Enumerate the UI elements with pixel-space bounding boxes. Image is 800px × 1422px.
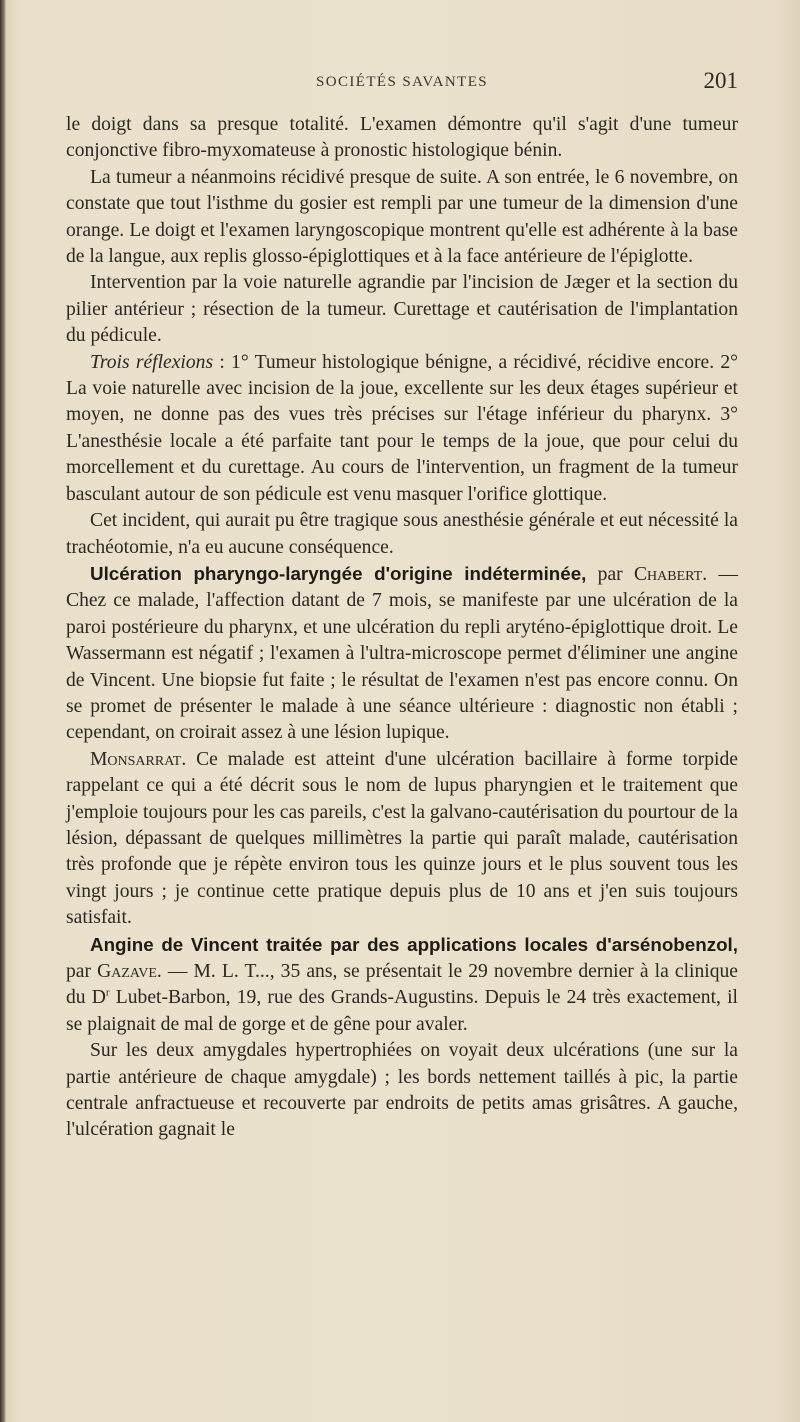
- by-text: par: [66, 961, 98, 982]
- doctor-superscript: r: [105, 986, 110, 999]
- running-head: SOCIÉTÉS SAVANTES: [315, 74, 489, 90]
- by-text: par: [586, 563, 634, 585]
- paragraph-1: le doigt dans sa presque totalité. L'examen démontre qu'il s'agit d'une tumeur conjonctive fibro-myxomateuse à pronostic histologique bénin.: [66, 114, 738, 162]
- paragraph-8: [66, 932, 738, 1039]
- paragraph-6: [66, 561, 738, 747]
- author-chabert: Chabert: [633, 563, 703, 585]
- paragraph-9: Sur les deux amygdales hypertrophiées on voyait deux ulcérations (une sur la partie antérieure de chaque amygdale) ; les bords nettement taillés à pic, la partie centrale anfractueuse et recouverte par endroits de petits amas grisâtres. A gauche, l'ulcération gagnait le: [66, 1040, 738, 1141]
- section-heading-ulceration: Ulcération pharyngo-laryngée d'origine indéterminée,: [90, 562, 587, 584]
- reflexions-label: Trois réflexions: [90, 351, 214, 373]
- page-binding-shadow: [0, 0, 6, 1422]
- paragraph-5: Cet incident, qui aurait pu être tragique sous anesthésie générale et eut nécessité la trachéotomie, n'a eu aucune conséquence.: [66, 510, 738, 558]
- paragraph-3: Intervention par la voie naturelle agrandie par l'incision de Jæger et la section du pilier antérieur ; résection de la tumeur. Curettage et cautérisation de l'implantation du pédicule.: [66, 272, 738, 347]
- body-text: [66, 112, 738, 1144]
- angine-text-b: Lubet-Barbon, 19, rue des Grands-Augustins. Depuis le 24 très exactement, il se plaignait de mal de gorge et de gêne pour avaler.: [66, 987, 738, 1035]
- page-number: 201: [703, 68, 738, 93]
- author-gazave: Gazave: [97, 961, 157, 982]
- page-header: [66, 68, 738, 98]
- ulceration-text: . — Chez ce malade, l'affection datant de 7 mois, se manifeste par une ulcération de la paroi postérieure du pharynx, et une ulcération du repli aryténo-épiglottique droit. Le Wassermann est négatif ; l'examen à l'ultra-microscope permet d'éliminer une angine de Vincent. Une biopsie fut faite ; le résultat de l'examen n'est pas encore connu. On se promet de présenter le malade à une séance ultérieure : diagnostic non établi ; cependant, on croirait assez à une lésion lupique.: [66, 563, 738, 744]
- paragraph-7: [66, 747, 738, 932]
- section-heading-angine: Angine de Vincent traitée par des applications locales d'arsénobenzol,: [90, 933, 738, 955]
- author-monsarrat: Monsarrat: [90, 748, 182, 770]
- paragraph-4: [66, 350, 738, 508]
- reflexions-text: : 1° Tumeur histologique bénigne, a récidivé, récidive encore. 2° La voie naturelle avec incision de la joue, excellente sur les deux étages supérieur et moyen, ne donne pas des vues très précises sur l'étage inférieur du pharynx. 3° L'anesthésie locale a été parfaite tant pour le temps de la joue, que pour celui du morcellement et du curettage. Au cours de l'intervention, un fragment de la tumeur basculant autour de son pédicule est venu masquer l'orifice glottique.: [66, 351, 739, 505]
- angine-text-a: . — M. L. T..., 35 ans, se présentait le 29 novembre dernier à la clinique du D: [66, 961, 738, 1009]
- paragraph-2: La tumeur a néanmoins récidivé presque de suite. A son entrée, le 6 novembre, on constate que tout l'isthme du gosier est rempli par une tumeur de la dimension d'une orange. Le doigt et l'examen laryngoscopique montrent qu'elle est adhérente à la base de la langue, aux replis glosso-épiglottiques et à la face antérieure de l'épiglotte.: [66, 166, 738, 268]
- monsarrat-text: . Ce malade est atteint d'une ulcération bacillaire à forme torpide rappelant ce qui a été décrit sous le nom de lupus pharyngien et le traitement que j'emploie toujours pour les cas pareils, c'est la galvano-cautérisation du pourtour de la lésion, dépassant de quelques millimètres la partie qui paraît malade, cautérisation très profonde que je répète environ tous les quinze jours et le plus souvent tous les vingt jours ; je continue cette pratique depuis plus de 10 ans et j'en suis toujours satisfait.: [66, 748, 738, 929]
